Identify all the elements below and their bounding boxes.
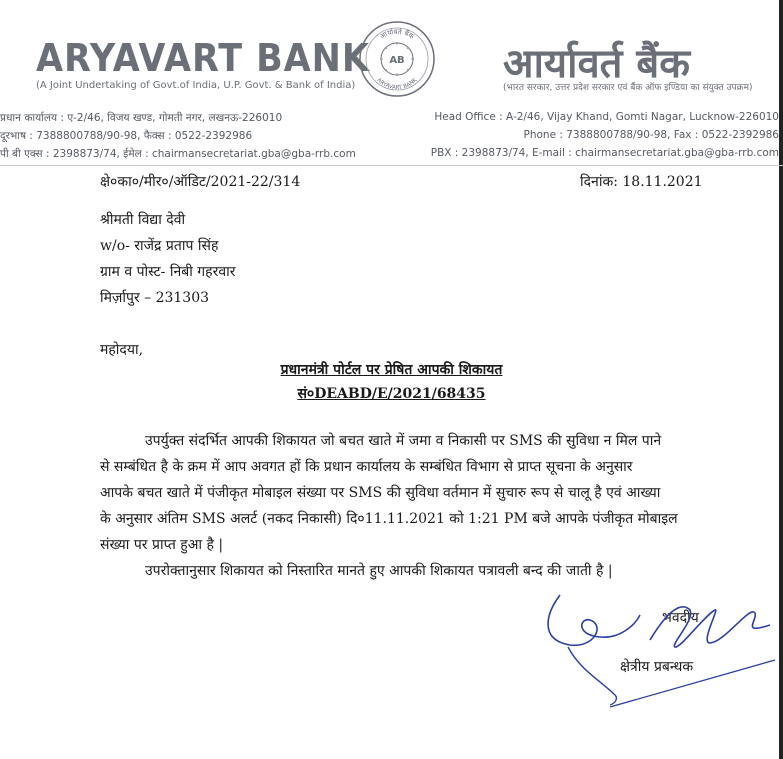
address-right-line: Head Office : A-2/46, Vijay Khand, Gomti Nagar, Lucknow-226010 bbox=[434, 111, 779, 123]
svg-text:ARYAVART BANK bbox=[376, 77, 419, 91]
letter-date: दिनांक: 18.11.2021 bbox=[580, 174, 703, 190]
address-left-line: पी बी एक्स : 2398873/74, ईमेल : chairmansecretariat.gba@gba-rrb.com bbox=[0, 148, 356, 160]
address-left-line: प्रधान कार्यालय : ए-2/46, विजय खण्ड, गोमती नगर, लखनऊ-226010 bbox=[0, 112, 283, 124]
seal-center-text: AB bbox=[389, 55, 405, 66]
body-paragraph-line: आपके बचत खाते में पंजीकृत मोबाइल संख्या पर SMS की सुविधा वर्तमान में सुचारु रूप से चालू है एवं आख्या bbox=[100, 485, 661, 501]
bank-name-english: ARYAVART BANK bbox=[36, 36, 370, 80]
signature bbox=[540, 585, 780, 715]
body-paragraph-line: से सम्बंधित है के क्रम में आप अवगत हों कि प्रधान कार्यालय के सम्बंधित विभाग से प्राप्त सूचना के अनुसार bbox=[100, 459, 633, 475]
reference-number: क्षे०का०/मीर०/ऑडिट/2021-22/314 bbox=[100, 174, 301, 190]
address-left-line: दूरभाष : 7388800788/90-98, फैक्स : 0522-2392986 bbox=[0, 130, 253, 142]
letterhead-divider bbox=[0, 165, 783, 166]
recipient-name: श्रीमती विद्या देवी bbox=[100, 212, 186, 228]
seal-bottom-text: ARYAVART BANK bbox=[375, 77, 419, 92]
seal-top-text: आर्यावर्त बैंक bbox=[378, 27, 416, 41]
designation: क्षेत्रीय प्रबन्धक bbox=[620, 659, 694, 675]
tagline-hindi: (भारत सरकार, उत्तर प्रदेश सरकार एवं बैंक ऑफ इण्डिया का संयुक्त उपक्रम) bbox=[503, 83, 753, 93]
address-right-line: PBX : 2398873/74, E-mail : chairmansecretariat.gba@gba-rrb.com bbox=[430, 147, 779, 159]
bank-seal-logo bbox=[358, 20, 436, 98]
body-paragraph-line: उपर्युक्त संदर्भित आपकी शिकायत जो बचत खाते में जमा व निकासी पर SMS की सुविधा न मिल पाने bbox=[145, 433, 662, 449]
subject-reference: सं०DEABD/E/2021/68435 bbox=[297, 386, 486, 402]
tagline-english: (A Joint Undertaking of Govt.of India, U.P. Govt. & Bank of India) bbox=[36, 80, 356, 91]
body-paragraph-line: के अनुसार अंतिम SMS अलर्ट (नकद निकासी) दि०11.11.2021 को 1:21 PM बजे आपके पंजीकृत मोबाइल bbox=[100, 511, 678, 527]
recipient-line: मिर्ज़ापुर – 231303 bbox=[100, 290, 210, 306]
recipient-line: w/o- राजेंद्र प्रताप सिंह bbox=[100, 238, 219, 254]
salutation: महोदया, bbox=[100, 342, 144, 358]
address-right-line: Phone : 7388800788/90-98, Fax : 0522-2392986 bbox=[523, 129, 779, 141]
body-paragraph-line: संख्या पर प्राप्त हुआ है | bbox=[100, 537, 224, 553]
closing-text: भवदीय bbox=[662, 610, 699, 626]
bank-name-hindi: आर्यावर्त बैंक bbox=[503, 41, 690, 87]
svg-text:आर्यावर्त बैंक bbox=[379, 27, 416, 41]
subject-line: प्रधानमंत्री पोर्टल पर प्रेषित आपकी शिकायत bbox=[280, 362, 503, 378]
body-paragraph-2: उपरोक्तानुसार शिकायत को निस्तारित मानते हुए आपकी शिकायत पत्रावली बन्द की जाती है | bbox=[145, 563, 613, 579]
recipient-line: ग्राम व पोस्ट- निबी गहरवार bbox=[100, 264, 236, 280]
